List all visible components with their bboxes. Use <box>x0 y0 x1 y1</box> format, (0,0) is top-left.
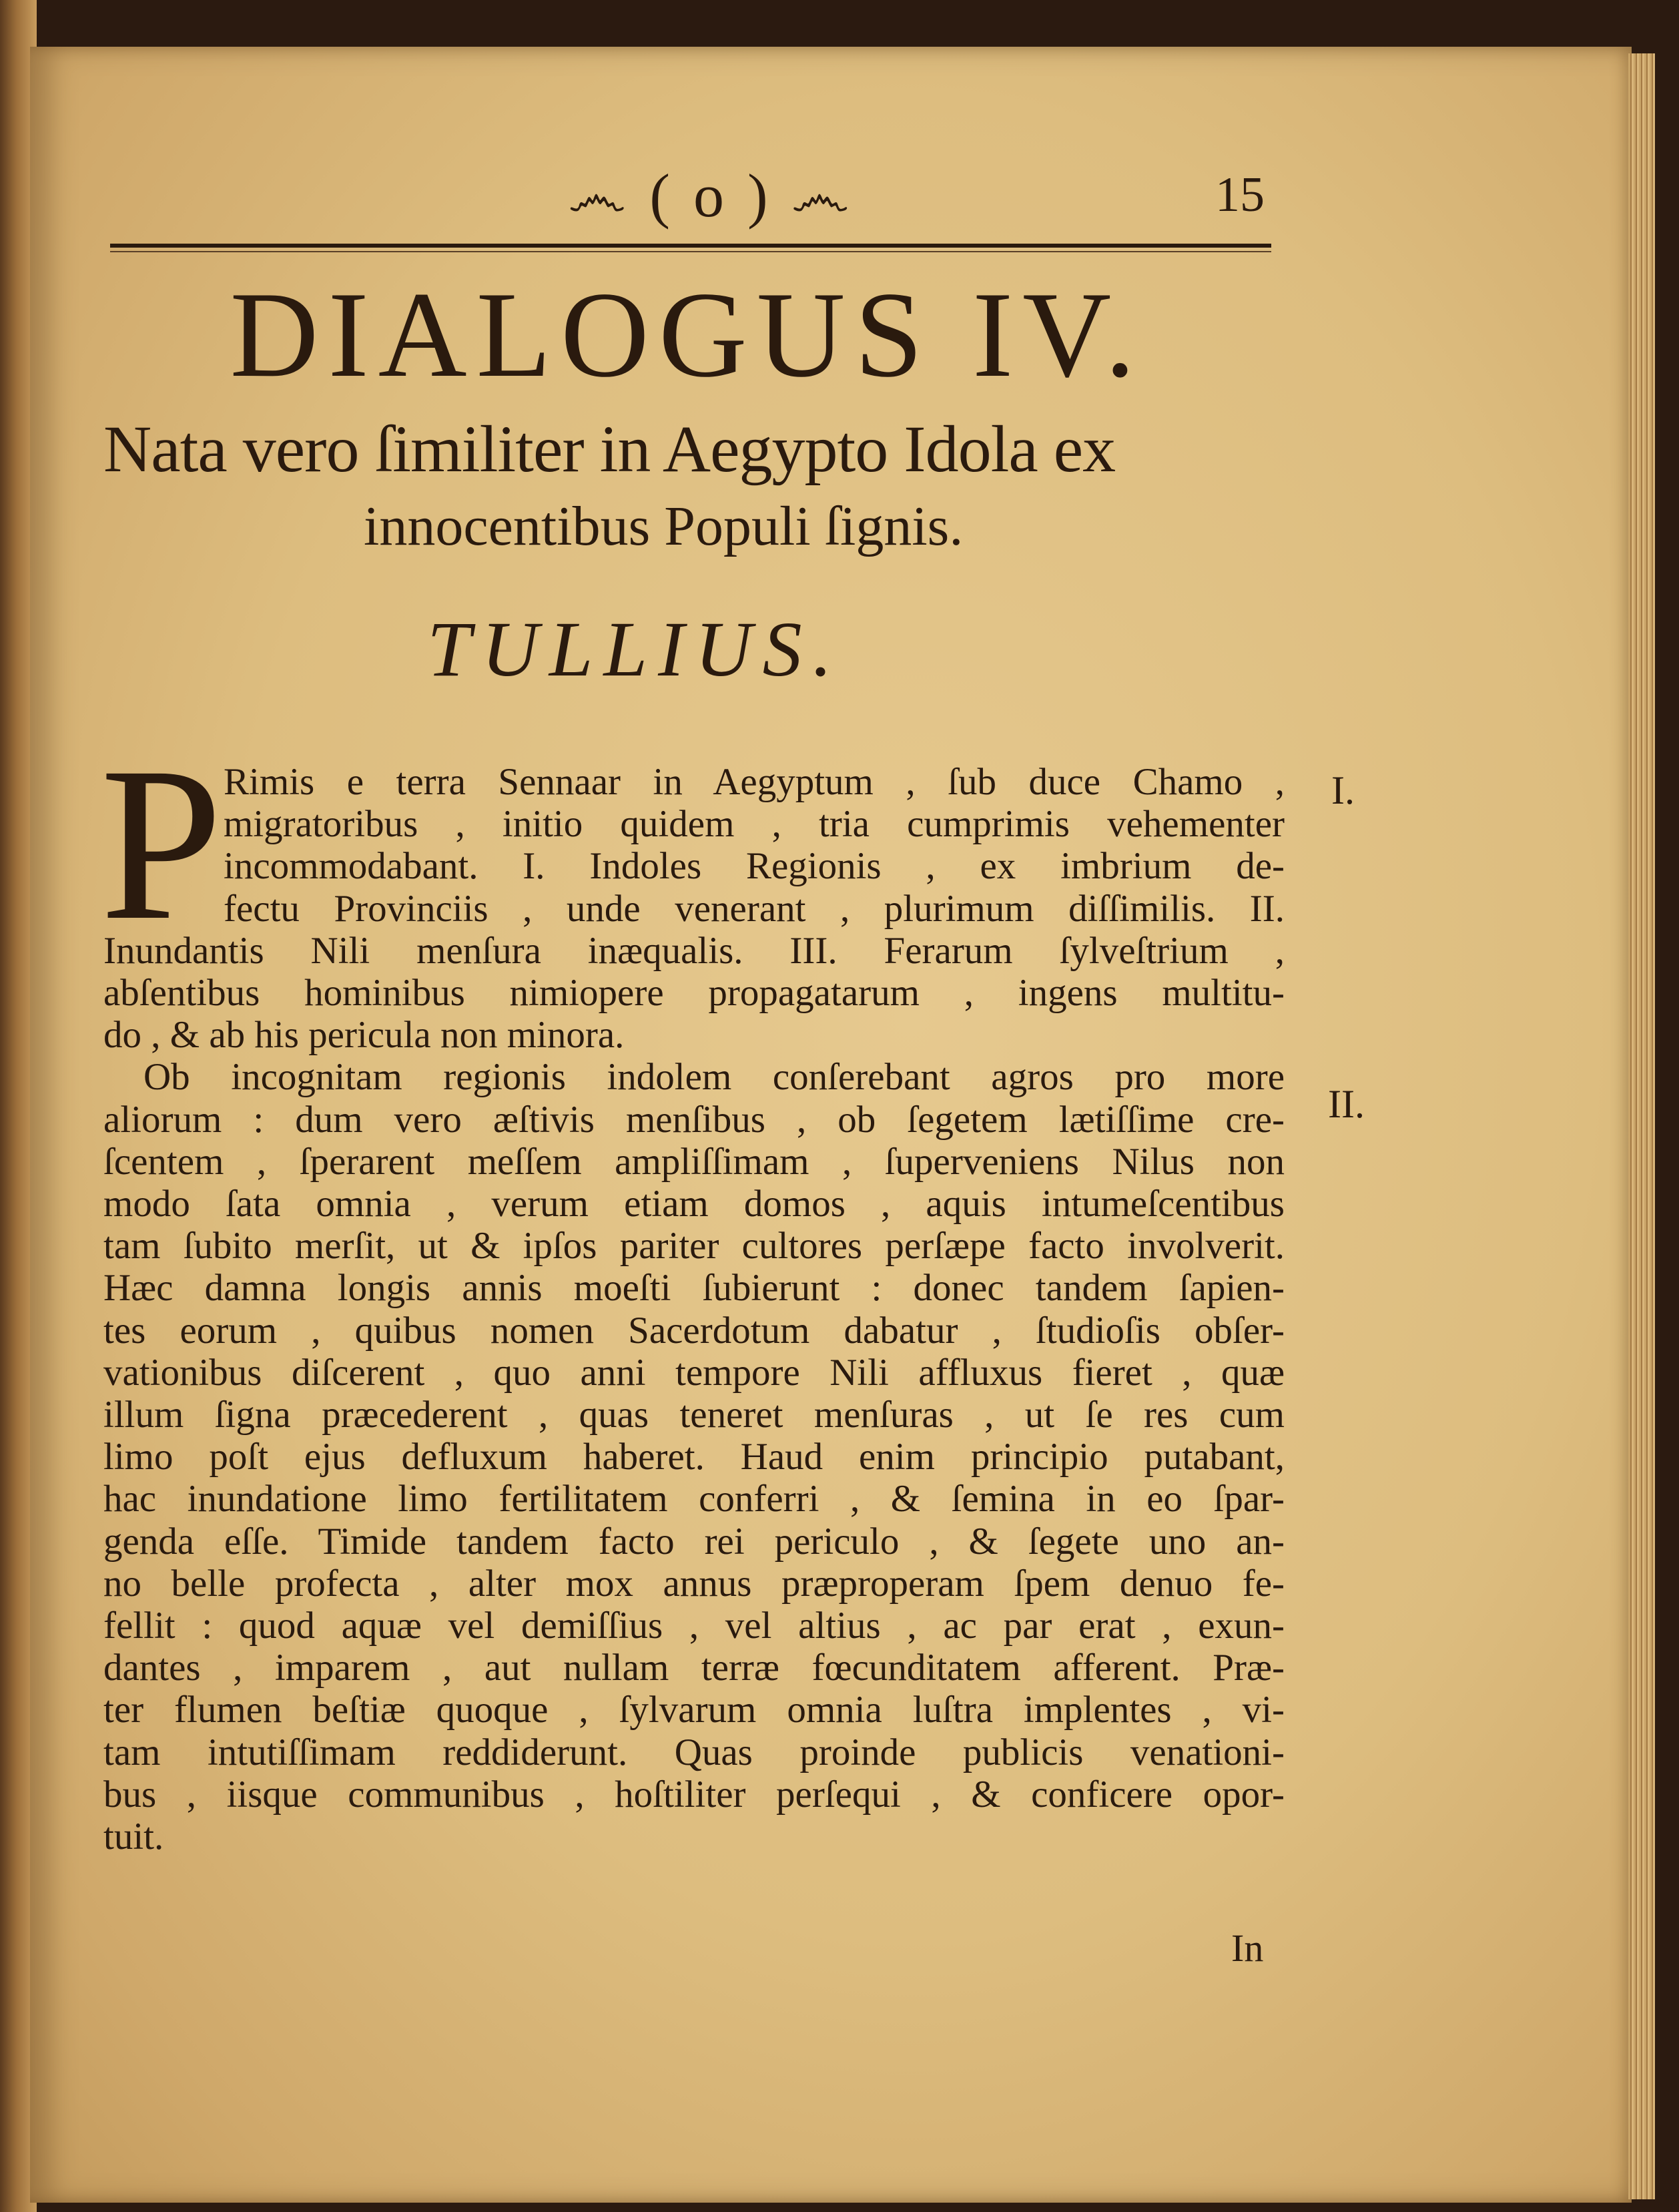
header-rule <box>110 244 1271 248</box>
body-line: Ob incognitam regionis indolem conſerebant agros pro more <box>143 1056 1285 1099</box>
body-line: tuit. <box>103 1816 164 1858</box>
chapter-subtitle-line-1: Nata vero ſimiliter in Aegypto Idola ex <box>103 412 1116 486</box>
body-line: incommodabant. I. Indoles Regionis , ex imbrium de- <box>224 845 1285 888</box>
body-line: hac inundatione limo fertilitatem conferri , & ſemina in eo ſpar- <box>103 1478 1285 1520</box>
body-line: tam ſubito merſit, ut & ipſos pariter cultores perſæpe facto involverit. <box>103 1225 1285 1268</box>
body-line: migratoribus , initio quidem , tria cumprimis vehementer <box>224 803 1285 846</box>
header-rule-thin <box>110 251 1271 252</box>
running-header <box>110 160 1271 247</box>
body-line: tam intutiſſimam reddiderunt. Quas proinde publicis venationi- <box>103 1731 1285 1773</box>
body-line: Inundantis Nili menſura inæqualis. III. Ferarum ſylveſtrium , <box>103 929 1285 972</box>
body-line: do , & ab his pericula non minora. <box>103 1014 625 1057</box>
body-line: no belle profecta , alter mox annus præproperam ſpem denuo fe- <box>103 1562 1285 1605</box>
chapter-title: DIALOGUS IV. <box>230 266 1145 402</box>
body-line: illum ſigna præcederent , quas teneret menſuras , ut ſe res cum <box>103 1394 1285 1436</box>
body-line: abſentibus hominibus nimiopere propagatarum , ingens multitu- <box>103 972 1285 1014</box>
catchword: In <box>1231 1926 1264 1970</box>
body-line: Hæc damna longis annis moeſti ſubierunt : donec tandem ſapien- <box>103 1267 1285 1310</box>
speaker-name: TULLIUS. <box>427 605 844 693</box>
chapter-subtitle-line-2: innocentibus Populi ſignis. <box>364 495 964 557</box>
body-line: ſcentem , ſperarent meſſem ampliſſimam , ſuperveniens Nilus non <box>103 1140 1285 1183</box>
drop-cap: P <box>100 722 223 966</box>
page-edges <box>1628 53 1655 2199</box>
body-line: vationibus diſcerent , quo anni tempore Nili affluxus fieret , quæ <box>103 1351 1285 1394</box>
body-line: bus , iisque communibus , hoſtiliter perſequi , & conficere opor- <box>103 1773 1285 1816</box>
body-line: ter flumen beſtiæ quoque , ſylvarum omnia luſtra implentes , vi- <box>103 1689 1285 1731</box>
body-line: dantes , imparem , aut nullam terræ fœcunditatem afferent. Præ- <box>103 1647 1285 1689</box>
page-number: 15 <box>1215 168 1265 222</box>
body-line: aliorum : dum vero æſtivis menſibus , ob ſegetem lætiſſime cre- <box>103 1098 1285 1141</box>
body-line: tes eorum , quibus nomen Sacerdotum dabatur , ſtudioſis obſer- <box>103 1309 1285 1352</box>
body-line: genda eſſe. Timide tandem facto rei periculo , & ſegete uno an- <box>103 1520 1285 1563</box>
body-line: fellit : quod aquæ vel demiſſius , vel altius , ac par erat , exun- <box>103 1605 1285 1647</box>
body-line: fectu Provinciis , unde venerant , plurimum diſſimilis. II. <box>224 887 1285 930</box>
body-line: Rimis e terra Sennaar in Aegyptum , ſub duce Chamo , <box>224 761 1285 803</box>
header-ornament: ෴ ( o ) ෴ <box>568 162 854 230</box>
marginal-note-1: I. <box>1331 768 1355 812</box>
marginal-note-2: II. <box>1328 1082 1365 1126</box>
body-line: modo ſata omnia , verum etiam domos , aquis intumeſcentibus <box>103 1183 1285 1225</box>
body-line: limo poſt ejus defluxum haberet. Haud enim principio putabant, <box>103 1436 1285 1478</box>
